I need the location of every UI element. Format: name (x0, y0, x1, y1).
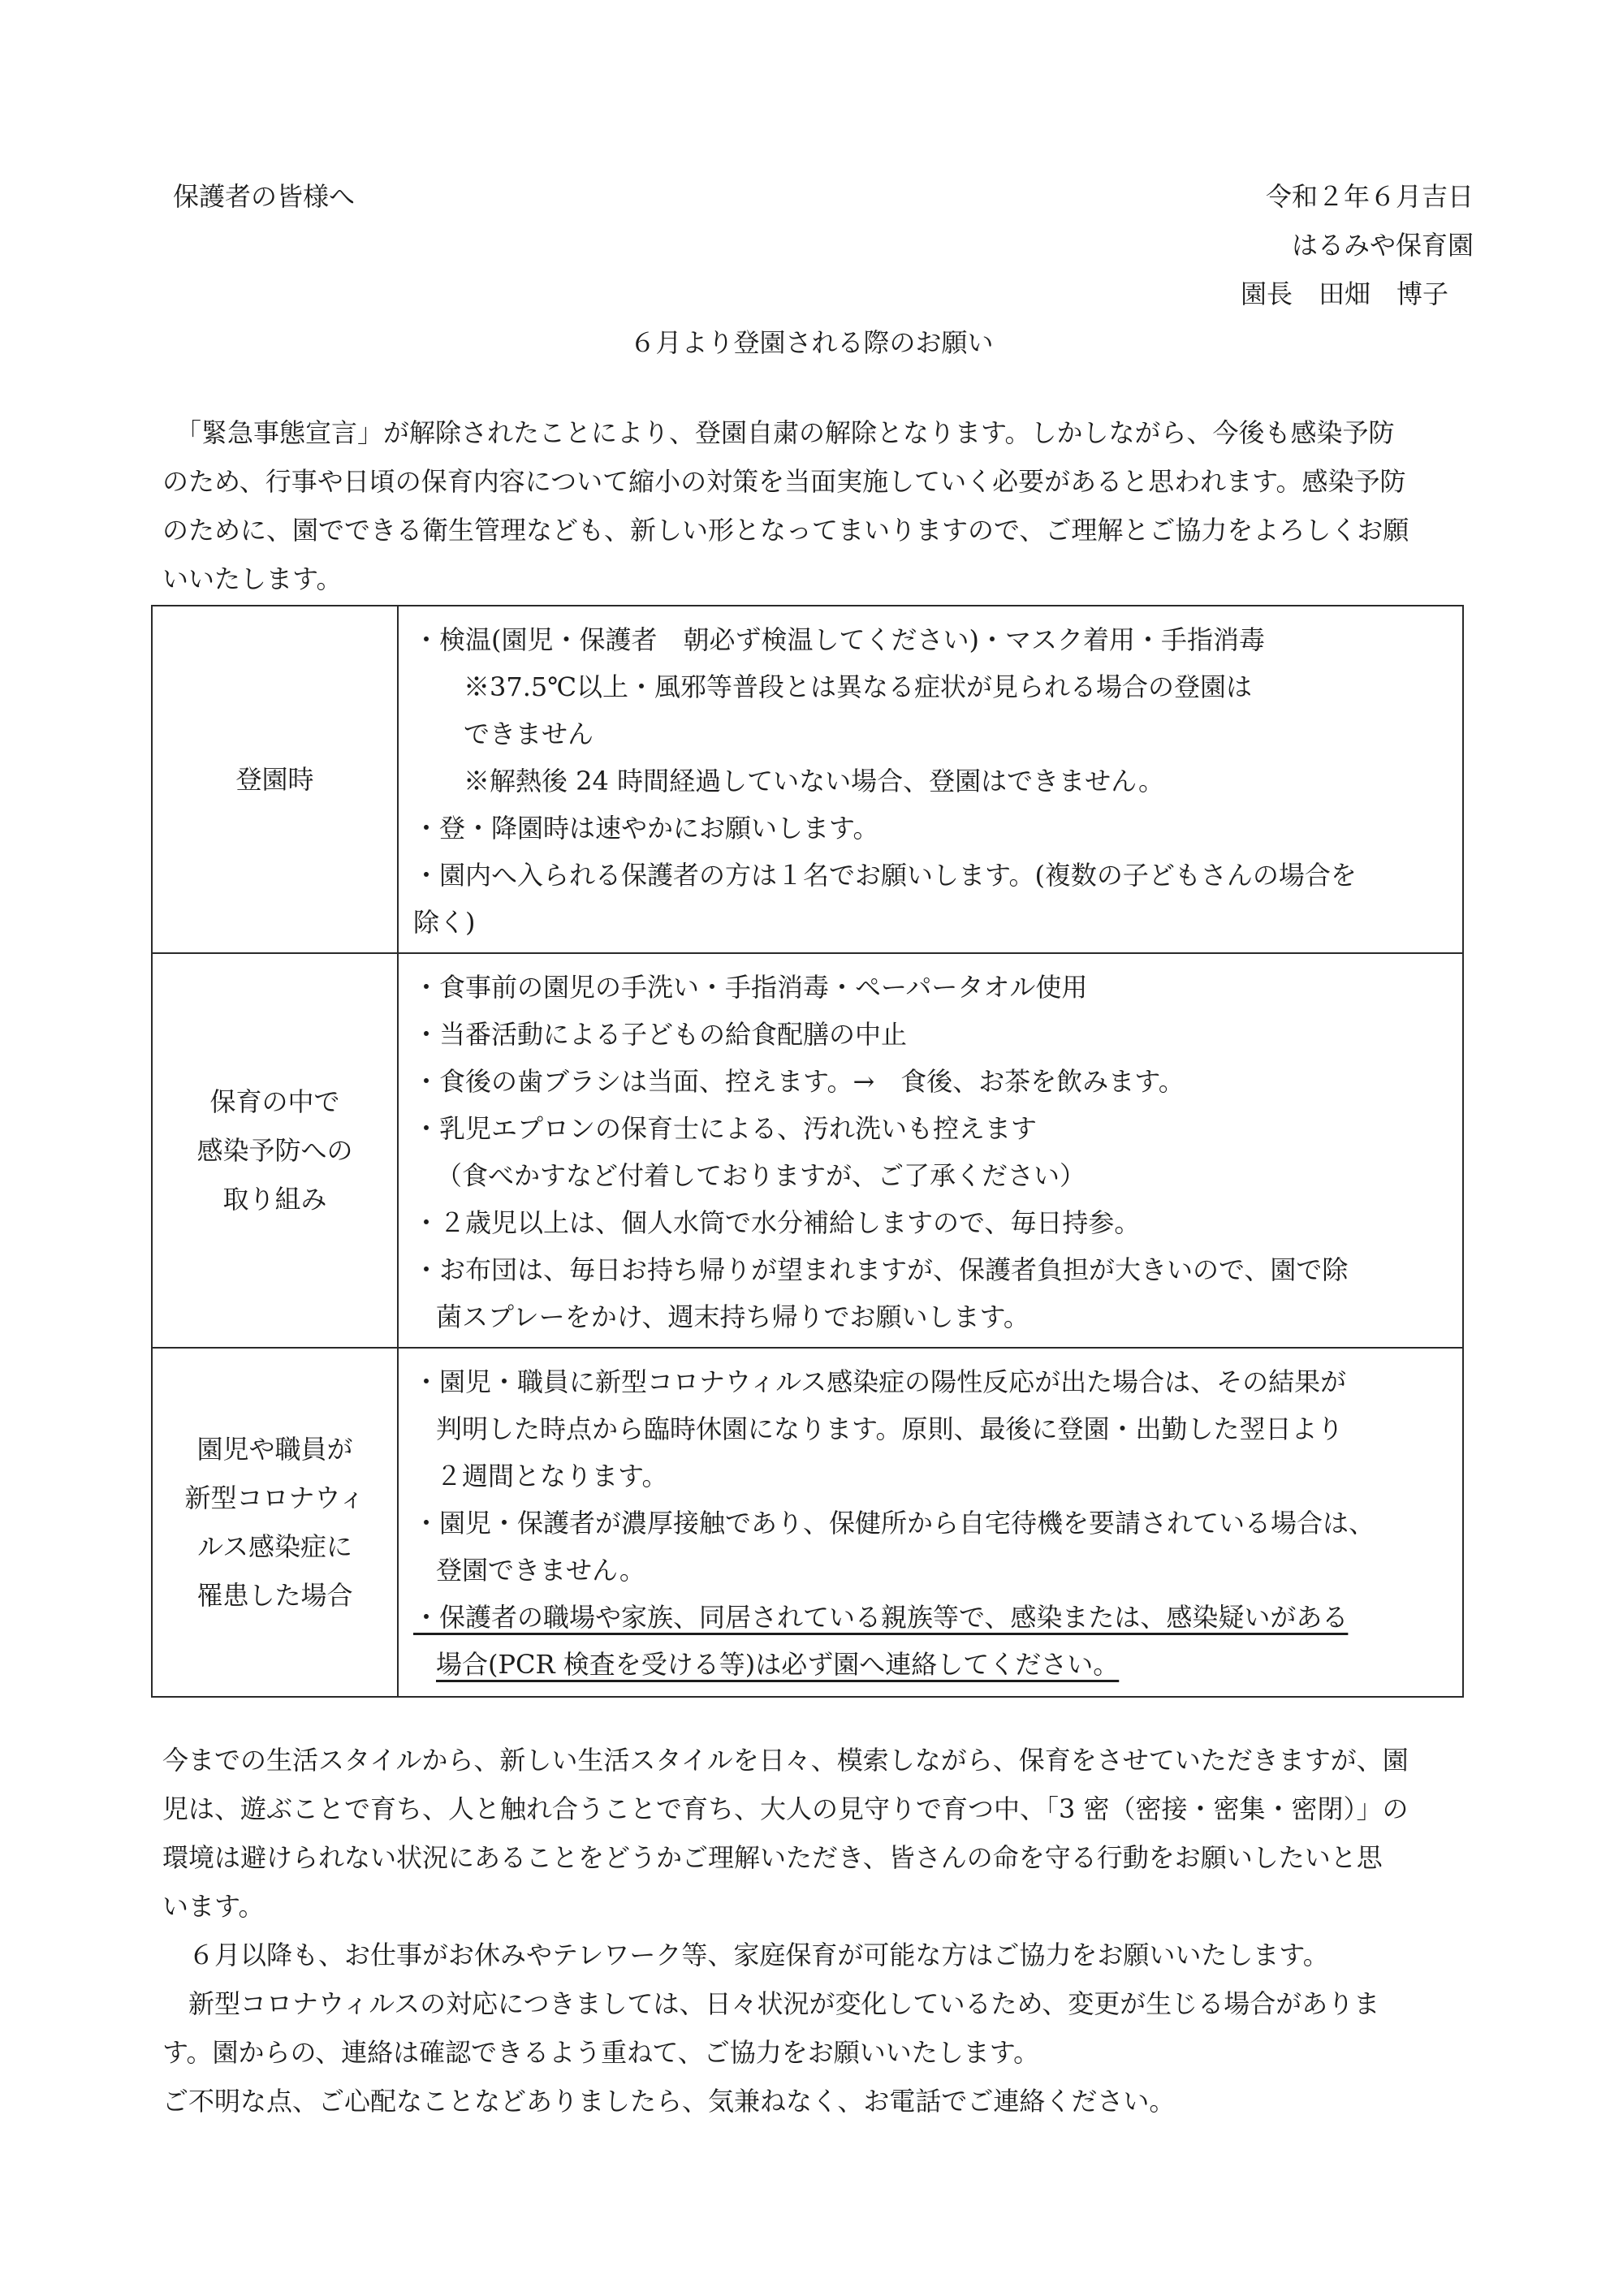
content-line-underlined: ・保護者の職場や家族、同居されている親族等で、感染または、感染疑いがある (413, 1602, 1349, 1633)
closing-paragraph-3 (162, 1979, 1494, 2077)
content-line: ・検温(園児・保護者 朝必ず検温してください)・マスク着用・手指消毒 (413, 624, 1265, 655)
content-line: （食べかすなど付着しておりますが、ご了承ください） (436, 1160, 1086, 1191)
row-label-line: ルス感染症に (196, 1531, 353, 1562)
intro-line: のために、園でできる衛生管理なども、新しい形となってまいりますので、ご理解とご協力をよろしくお願 (162, 515, 1409, 546)
intro-line: いいたします。 (162, 563, 343, 594)
row-content-arrival (398, 606, 1463, 953)
row-content-infection (398, 1348, 1463, 1697)
issue-date: 令和２年６月吉日 (1265, 181, 1474, 212)
principal-name: 園長 田畑 博子 (1240, 278, 1448, 309)
intro-paragraph (162, 408, 1494, 603)
row-label-arrival (152, 606, 398, 953)
content-line: ・お布団は、毎日お持ち帰りが望まれますが、保護者負担が大きいので、園で除 (413, 1254, 1349, 1285)
closing-line: います。 (162, 1891, 265, 1922)
content-line: ・食後の歯ブラシは当面、控えます。→ 食後、お茶を飲みます。 (413, 1066, 1185, 1097)
content-line: ・登・降園時は速やかにお願いします。 (413, 813, 879, 844)
content-line: 菌スプレーをかけ、週末持ち帰りでお願いします。 (436, 1301, 1029, 1332)
closing-paragraph-2 (162, 1931, 1494, 1979)
closing-line: す。園からの、連絡は確認できるよう重ねて、ご協力をお願いいたします。 (162, 2037, 1040, 2068)
table-row-arrival (152, 606, 1463, 953)
closing-line: 環境は避けられない状況にあることをどうかご理解いただき、皆さんの命を守る行動をお願いしたいと思 (162, 1842, 1383, 1873)
content-line: ・２歳児以上は、個人水筒で水分補給しますので、毎日持参。 (413, 1207, 1141, 1238)
row-label-line: 登園時 (235, 764, 314, 795)
content-line: できません (464, 719, 594, 749)
closing-line: 新型コロナウィルスの対応につきましては、日々状況が変化しているため、変更が生じる場合がありま (162, 1988, 1380, 2019)
row-label-prevention (152, 953, 398, 1348)
row-content-prevention (398, 953, 1463, 1348)
closing-paragraph-1 (162, 1736, 1494, 1931)
table-row-infection (152, 1348, 1463, 1697)
table-row-prevention (152, 953, 1463, 1348)
closing-line: ６月以降も、お仕事がお休みやテレワーク等、家庭保育が可能な方はご協力をお願いいたします。 (162, 1940, 1329, 1970)
content-line: 除く) (413, 907, 476, 938)
guidelines-table (151, 605, 1464, 1698)
content-line: 判明した時点から臨時休園になります。原則、最後に登園・出勤した翌日より (436, 1413, 1344, 1444)
organization-name: はるみや保育園 (1291, 230, 1474, 261)
closing-line: 今までの生活スタイルから、新しい生活スタイルを日々、模索しながら、保育をさせていただきますが、園 (162, 1745, 1409, 1776)
row-label-line: 取り組み (222, 1184, 327, 1215)
greeting: 保護者の皆様へ (173, 181, 356, 212)
content-line: ２週間となります。 (436, 1461, 668, 1491)
content-line: ・当番活動による子どもの給食配膳の中止 (413, 1019, 908, 1050)
row-label-line: 罹患した場合 (196, 1580, 353, 1611)
content-line: ※解熱後 24 時間経過していない場合、登園はできません。 (464, 766, 1164, 796)
row-label-line: 新型コロナウィ (184, 1482, 365, 1513)
row-label-line: 園児や職員が (196, 1434, 353, 1465)
content-line: ・園児・保護者が濃厚接触であり、保健所から自宅待機を要請されている場合は、 (413, 1508, 1375, 1539)
content-line: ・園児・職員に新型コロナウィルス感染症の陽性反応が出た場合は、その結果が (413, 1366, 1347, 1397)
content-line: ・食事前の園児の手洗い・手指消毒・ペーパータオル使用 (413, 972, 1088, 1003)
row-label-infection (152, 1348, 398, 1697)
content-line: 登園できません。 (436, 1555, 645, 1586)
closing-line: 児は、遊ぶことで育ち、人と触れ合うことで育ち、大人の見守りで育つ中、「3 密（密接・密集・密閉）」の (162, 1793, 1409, 1824)
content-line: ・乳児エプロンの保育士による、汚れ洗いも控えます (413, 1113, 1038, 1144)
closing-line: ご不明な点、ご心配なことなどありましたら、気兼ねなく、お電話でご連絡ください。 (162, 2086, 1176, 2117)
content-line-underlined: 場合(PCR 検査を受ける等)は必ず園へ連絡してください。 (436, 1649, 1120, 1680)
row-label-line: 感染予防への (196, 1135, 353, 1166)
intro-line: 「緊急事態宣言」が解除されたことにより、登園自粛の解除となります。しかしながら、今後も感染予防 (162, 417, 1395, 448)
content-line: ・園内へ入られる保護者の方は１名でお願いします。(複数の子どもさんの場合を (413, 860, 1357, 891)
document-title: ６月より登園される際のお願い (629, 327, 994, 358)
content-line: ※37.5℃以上・風邪等普段とは異なる症状が見られる場合の登園は (464, 671, 1253, 702)
closing-paragraph-4 (162, 2077, 1494, 2126)
intro-line: のため、行事や日頃の保育内容について縮小の対策を当面実施していく必要があると思われます。感染予防 (162, 466, 1406, 497)
row-label-line: 保育の中で (209, 1086, 340, 1117)
